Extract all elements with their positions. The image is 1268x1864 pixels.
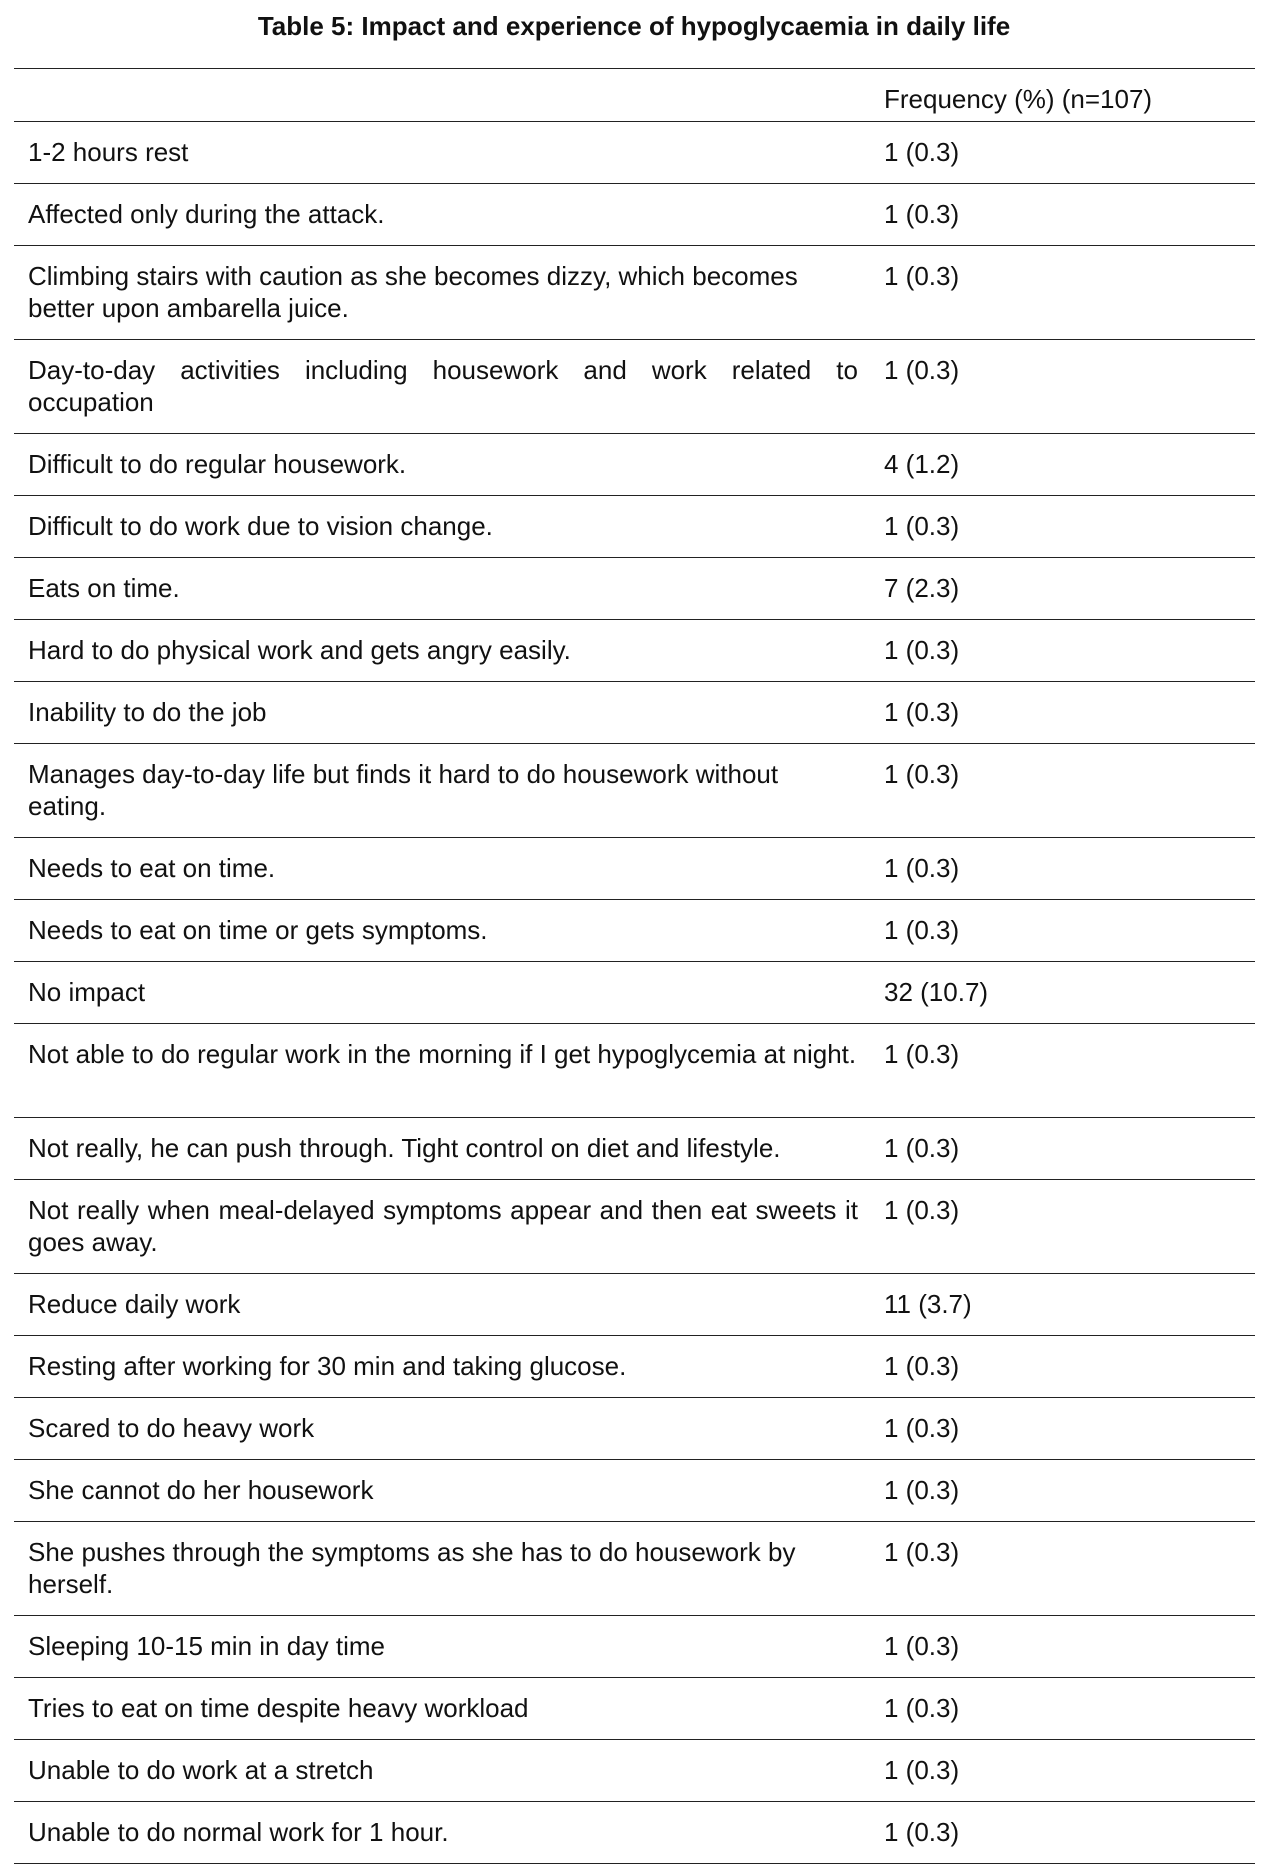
row-description: She pushes through the symptoms as she has to do housework by herself. xyxy=(14,1522,870,1616)
table-row xyxy=(14,620,1255,682)
table-caption: Table 5: Impact and experience of hypoglycaemia in daily life xyxy=(257,11,1011,41)
row-frequency: 1 (0.3) xyxy=(870,1522,1255,1616)
row-frequency: 1 (0.3) xyxy=(870,1460,1255,1522)
row-frequency: 1 (0.3) xyxy=(870,1802,1255,1864)
table-row xyxy=(14,246,1255,340)
row-description: Needs to eat on time. xyxy=(14,838,870,900)
row-frequency: 1 (0.3) xyxy=(870,838,1255,900)
row-frequency: 1 (0.3) xyxy=(870,682,1255,744)
table-row xyxy=(14,122,1255,184)
row-frequency: 1 (0.3) xyxy=(870,1398,1255,1460)
table-row xyxy=(14,744,1255,838)
table-row xyxy=(14,900,1255,962)
row-frequency: 11 (3.7) xyxy=(870,1274,1255,1336)
column-header-frequency: Frequency (%) (n=107) xyxy=(870,69,1255,122)
table-row xyxy=(14,1024,1255,1118)
row-description: Tries to eat on time despite heavy workload xyxy=(14,1678,870,1740)
row-frequency: 1 (0.3) xyxy=(870,1024,1255,1118)
row-description: Inability to do the job xyxy=(14,682,870,744)
row-description: Hard to do physical work and gets angry easily. xyxy=(14,620,870,682)
row-description: No impact xyxy=(14,962,870,1024)
row-description: Sleeping 10-15 min in day time xyxy=(14,1616,870,1678)
table-row xyxy=(14,1740,1255,1802)
row-frequency: 1 (0.3) xyxy=(870,900,1255,962)
row-frequency: 1 (0.3) xyxy=(870,1118,1255,1180)
row-description: Not able to do regular work in the morning if I get hypoglycemia at night. xyxy=(14,1024,870,1118)
row-description: Manages day-to-day life but finds it hard to do housework without eating. xyxy=(14,744,870,838)
table-row xyxy=(14,1274,1255,1336)
impact-table xyxy=(14,68,1255,1864)
table-row xyxy=(14,838,1255,900)
table-row xyxy=(14,1802,1255,1864)
table-row xyxy=(14,340,1255,434)
row-frequency: 1 (0.3) xyxy=(870,620,1255,682)
row-frequency: 1 (0.3) xyxy=(870,1336,1255,1398)
row-frequency: 4 (1.2) xyxy=(870,434,1255,496)
table-row xyxy=(14,1336,1255,1398)
row-description: Needs to eat on time or gets symptoms. xyxy=(14,900,870,962)
row-frequency: 1 (0.3) xyxy=(870,1740,1255,1802)
table-row xyxy=(14,184,1255,246)
table-header-row xyxy=(14,69,1255,122)
row-frequency: 1 (0.3) xyxy=(870,246,1255,340)
row-description: Not really, he can push through. Tight control on diet and lifestyle. xyxy=(14,1118,870,1180)
row-frequency: 1 (0.3) xyxy=(870,184,1255,246)
table-row xyxy=(14,1118,1255,1180)
row-frequency: 1 (0.3) xyxy=(870,496,1255,558)
table-row xyxy=(14,558,1255,620)
row-description: Unable to do normal work for 1 hour. xyxy=(14,1802,870,1864)
table-row xyxy=(14,1678,1255,1740)
table-row xyxy=(14,1398,1255,1460)
table-row xyxy=(14,434,1255,496)
row-frequency: 7 (2.3) xyxy=(870,558,1255,620)
table-row xyxy=(14,962,1255,1024)
row-description: Day-to-day activities including housework and work related to occupation xyxy=(14,340,870,434)
row-description: Climbing stairs with caution as she becomes dizzy, which becomes better upon ambarella juice. xyxy=(14,246,870,340)
row-description: She cannot do her housework xyxy=(14,1460,870,1522)
row-description: 1-2 hours rest xyxy=(14,122,870,184)
row-description: Difficult to do work due to vision change. xyxy=(14,496,870,558)
table-row xyxy=(14,496,1255,558)
row-frequency: 1 (0.3) xyxy=(870,1180,1255,1274)
row-description: Resting after working for 30 min and taking glucose. xyxy=(14,1336,870,1398)
row-frequency: 32 (10.7) xyxy=(870,962,1255,1024)
row-description: Reduce daily work xyxy=(14,1274,870,1336)
row-frequency: 1 (0.3) xyxy=(870,1678,1255,1740)
row-description: Affected only during the attack. xyxy=(14,184,870,246)
table-row xyxy=(14,1616,1255,1678)
row-frequency: 1 (0.3) xyxy=(870,744,1255,838)
table-row xyxy=(14,1522,1255,1616)
row-description: Not really when meal-delayed symptoms appear and then eat sweets it goes away. xyxy=(14,1180,870,1274)
column-header-description xyxy=(14,69,870,122)
row-description: Eats on time. xyxy=(14,558,870,620)
row-frequency: 1 (0.3) xyxy=(870,1616,1255,1678)
row-frequency: 1 (0.3) xyxy=(870,122,1255,184)
row-description: Scared to do heavy work xyxy=(14,1398,870,1460)
row-description: Difficult to do regular housework. xyxy=(14,434,870,496)
row-frequency: 1 (0.3) xyxy=(870,340,1255,434)
table-row xyxy=(14,1180,1255,1274)
table-row xyxy=(14,682,1255,744)
row-description: Unable to do work at a stretch xyxy=(14,1740,870,1802)
table-row xyxy=(14,1460,1255,1522)
